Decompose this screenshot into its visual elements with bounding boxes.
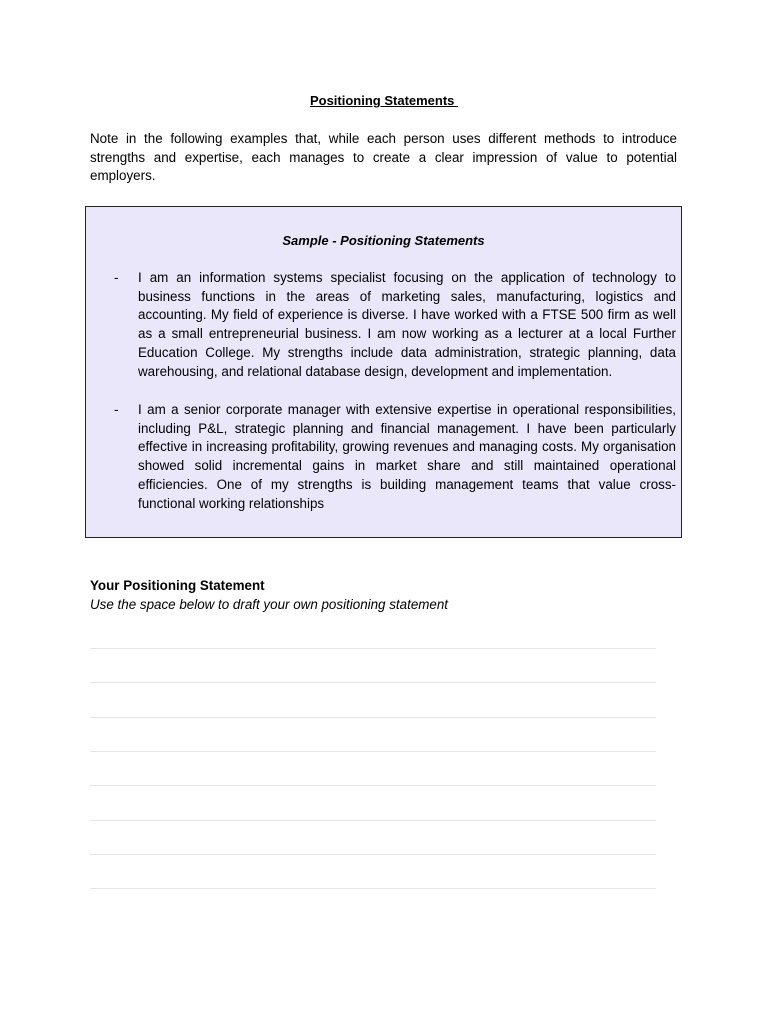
writing-line[interactable] — [90, 682, 656, 683]
writing-line[interactable] — [90, 820, 656, 821]
draft-heading: Your Positioning Statement — [90, 578, 265, 593]
writing-line[interactable] — [90, 717, 656, 718]
bullet-dash: - — [114, 270, 119, 285]
writing-line[interactable] — [90, 751, 656, 752]
intro-paragraph: Note in the following examples that, while each person uses different methods to introduce strengths and expertise, each manages to create a clear impression of value to potential employers. — [90, 131, 677, 183]
writing-line[interactable] — [90, 648, 656, 649]
writing-line[interactable] — [90, 888, 656, 889]
page-title: Positioning Statements — [309, 93, 459, 108]
sample-item — [114, 269, 676, 381]
sample-item-text: I am an information systems specialist focusing on the application of technology to business functions in the areas of marketing sales, manufacturing, logistics and accounting. My field of experience is diverse. I have worked with a FTSE 500 firm as well as a small entrepreneurial business. I am now working as a lecturer at a local Further Education College. My strengths include data administration, strategic planning, data warehousing, and relational database design, development and implementation. — [138, 270, 676, 379]
sample-item-text: I am a senior corporate manager with extensive expertise in operational responsibilities, including P&L, strategic planning and financial management. I have been particularly effective in increasing profitability, growing revenues and managing costs. My organisation showed solid incremental gains in market share and still maintained operational efficiencies. One of my strengths is building management teams that value cross-functional working relationships — [138, 402, 676, 511]
writing-line[interactable] — [90, 854, 656, 855]
draft-instruction: Use the space below to draft your own positioning statement — [90, 597, 449, 612]
sample-box — [85, 206, 682, 538]
writing-line[interactable] — [90, 785, 656, 786]
sample-item — [114, 401, 676, 513]
bullet-dash: - — [114, 402, 119, 417]
sample-title: Sample - Positioning Statements — [282, 233, 485, 248]
